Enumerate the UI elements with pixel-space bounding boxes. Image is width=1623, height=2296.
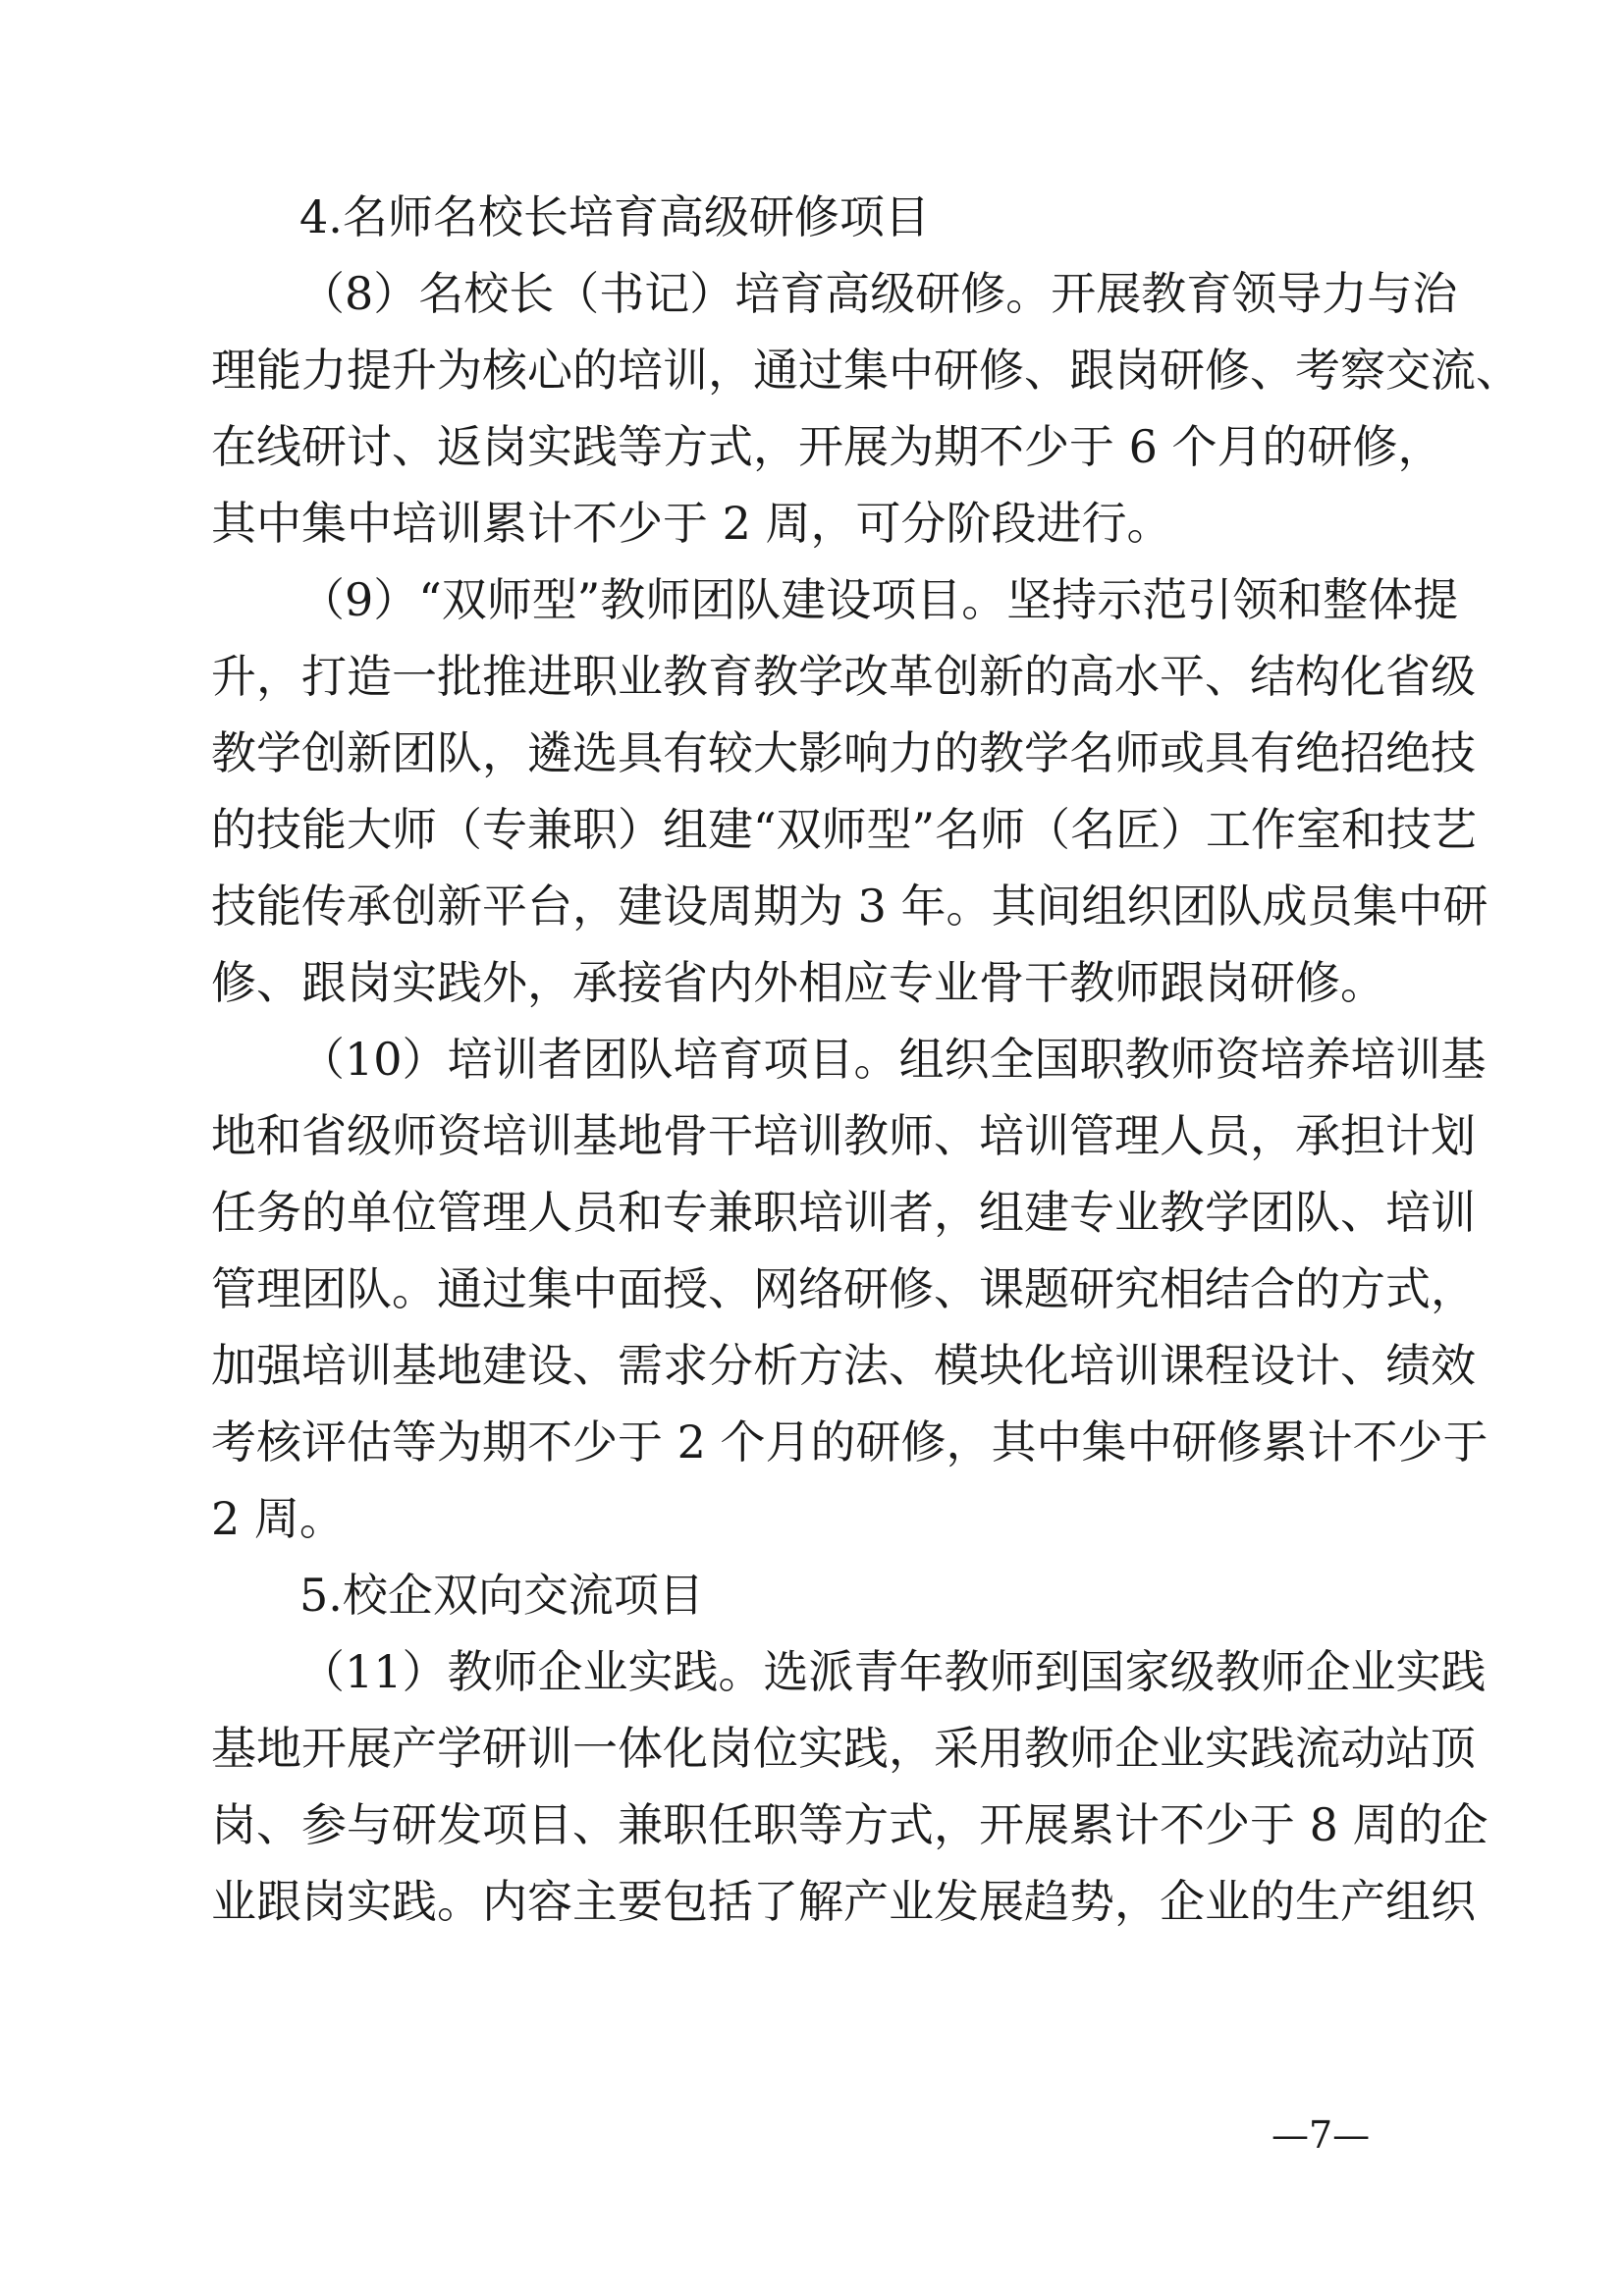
section-heading-4: 4.名师名校长培育高级研修项目 <box>299 190 930 243</box>
item-8-line-1: （8）名校长（书记）培育高级研修。开展教育领导力与治 <box>299 267 1458 320</box>
item-11-line-3: 岗、参与研发项目、兼职任职等方式，开展累计不少于 8 周的企 <box>211 1798 1488 1851</box>
item-10-line-6: 考核评估等为期不少于 2 个月的研修，其中集中研修累计不少于 <box>211 1415 1488 1468</box>
item-8-line-3: 在线研讨、返岗实践等方式，开展为期不少于 6 个月的研修， <box>211 420 1443 473</box>
item-9-line-5: 技能传承创新平台，建设周期为 3 年。其间组织团队成员集中研 <box>211 880 1488 933</box>
item-8-line-4: 其中集中培训累计不少于 2 周，可分阶段进行。 <box>211 497 1172 550</box>
item-9-line-4: 的技能大师（专兼职）组建“双师型”名师（名匠）工作室和技艺 <box>211 803 1478 856</box>
item-9-line-6: 修、跟岗实践外，承接省内外相应专业骨干教师跟岗研修。 <box>211 956 1385 1009</box>
item-10-line-5: 加强培训基地建设、需求分析方法、模块化培训课程设计、绩效 <box>211 1339 1476 1392</box>
item-9-line-2: 升，打造一批推进职业教育教学改革创新的高水平、结构化省级 <box>211 650 1476 703</box>
item-11-line-4: 业跟岗实践。内容主要包括了解产业发展趋势，企业的生产组织 <box>211 1875 1476 1928</box>
item-10-line-7: 2 周。 <box>211 1492 345 1545</box>
item-10-line-4: 管理团队。通过集中面授、网络研修、课题研究相结合的方式， <box>211 1262 1476 1315</box>
item-11-line-1: （11）教师企业实践。选派青年教师到国家级教师企业实践 <box>299 1645 1487 1698</box>
page-number: —7— <box>1271 2113 1371 2157</box>
item-10-line-2: 地和省级师资培训基地骨干培训教师、培训管理人员，承担计划 <box>211 1109 1476 1162</box>
item-9-line-3: 教学创新团队，遴选具有较大影响力的教学名师或具有绝招绝技 <box>211 726 1476 779</box>
item-10-line-3: 任务的单位管理人员和专兼职培训者，组建专业教学团队、培训 <box>211 1186 1476 1239</box>
item-11-line-2: 基地开展产学研训一体化岗位实践，采用教师企业实践流动站顶 <box>211 1722 1476 1775</box>
section-heading-5: 5.校企双向交流项目 <box>299 1569 704 1622</box>
item-8-line-2: 理能力提升为核心的培训，通过集中研修、跟岗研修、考察交流、 <box>211 344 1521 397</box>
item-9-line-1: （9）“双师型”教师团队建设项目。坚持示范引领和整体提 <box>299 573 1459 626</box>
item-10-line-1: （10）培训者团队培育项目。组织全国职教师资培养培训基 <box>299 1033 1487 1086</box>
